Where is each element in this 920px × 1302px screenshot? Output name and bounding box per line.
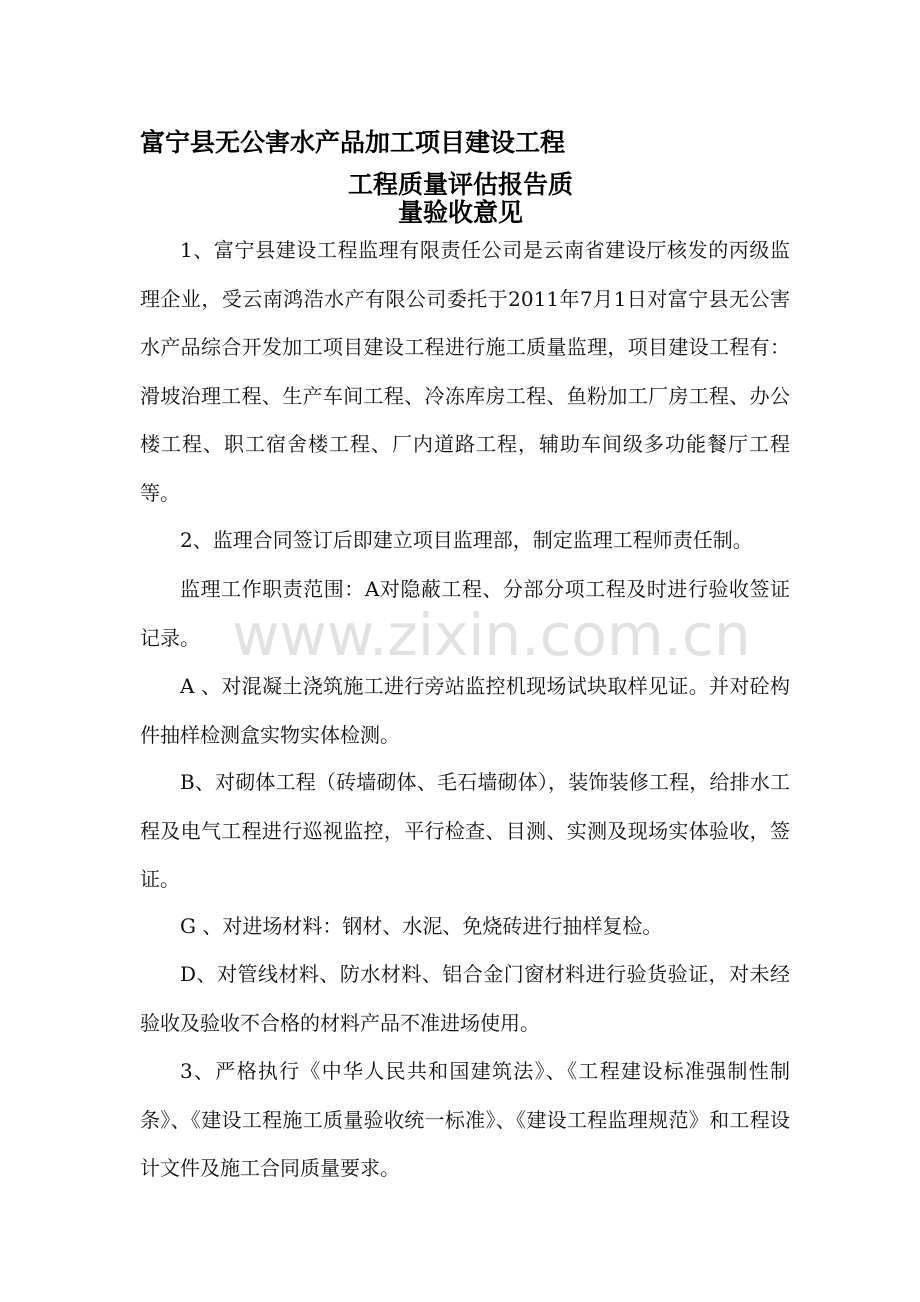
paragraph-8: 3、严格执行《中华人民共和国建筑法》、《工程建设标准强制性制条》、《建设工程施工质量验收统一标准》、《建设工程监理规范》和工程设计文件及施工合同质量要求。 [140, 1059, 790, 1180]
paragraph-5: B、对砌体工程（砖墙砌体、毛石墙砌体），装饰装修工程，给排水工程及电气工程进行巡视监控，平行检查、目测、实测及现场实体验收，签证。 [140, 770, 790, 891]
watermark: www.zixin.com.cn [232, 601, 751, 669]
paragraph-6: G 、对进场材料：钢材、水泥、免烧砖进行抽样复检。 [180, 914, 663, 938]
document-title-line-3: 量验收意见 [398, 198, 524, 227]
paragraph-1: 1、富宁县建设工程监理有限责任公司是云南省建设厅核发的丙级监理企业，受云南鸿浩水产有限公司委托于2011年7月1日对富宁县无公害水产品综合开发加工项目建设工程进行施工质量监理，项目建设工程有：滑坡治理工程、生产车间工程、冷冻库房工程、鱼粉加工厂房工程、办公楼工程、职工宿舍楼工程、厂内道路工程，辅助车间级多功能餐厅工程等。 [140, 238, 790, 505]
document-title-line-1: 富宁县无公害水产品加工项目建设工程 [140, 128, 566, 157]
paragraph-3: 监理工作职责范围：A对隐蔽工程、分部分项工程及时进行验收签证记录。 [140, 577, 790, 650]
paragraph-2: 2、监理合同签订后即建立项目监理部，制定监理工程师责任制。 [180, 528, 753, 552]
document-title-line-2: 工程质量评估报告质 [348, 170, 574, 199]
paragraph-4: A 、对混凝土浇筑施工进行旁站监控机现场试块取样见证。并对砼构件抽样检测盒实物实体检测。 [140, 674, 790, 747]
paragraph-7: D、对管线材料、防水材料、铝合金门窗材料进行验货验证，对未经验收及验收不合格的材料产品不准进场使用。 [140, 962, 790, 1035]
